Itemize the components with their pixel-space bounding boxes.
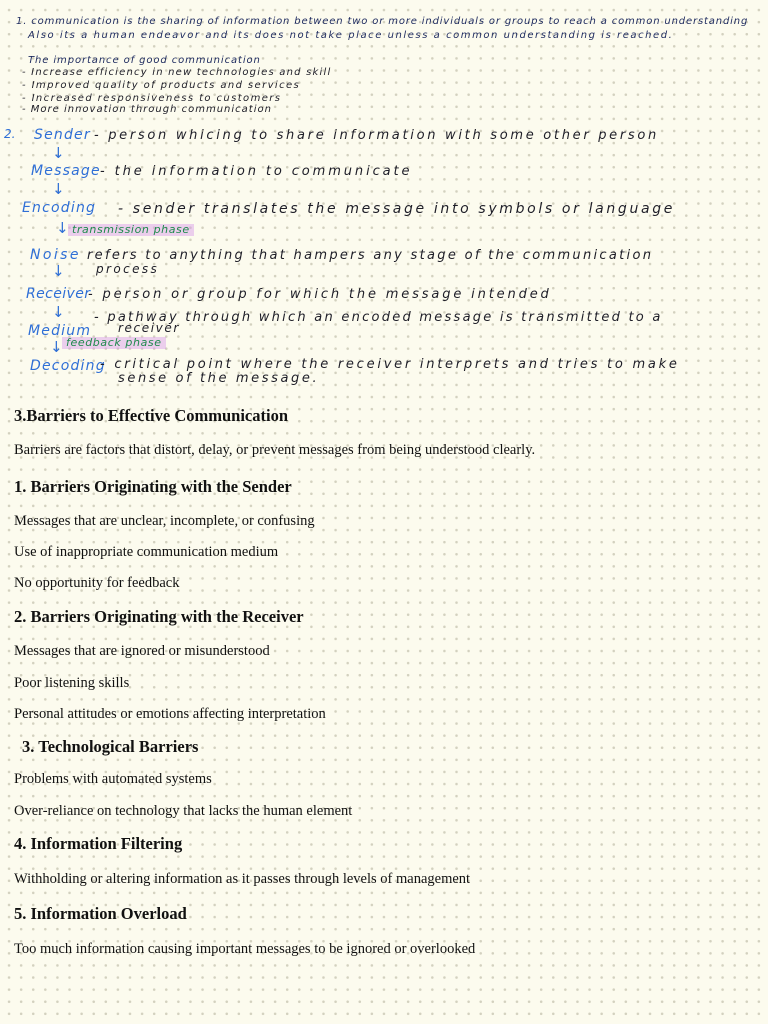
subheading-sender: 1. Barriers Originating with the Sender xyxy=(14,477,292,496)
subheading-receiver: 2. Barriers Originating with the Receiver xyxy=(14,607,304,626)
importance-item: - More innovation through communication xyxy=(22,104,272,115)
receiver-term: Receiver xyxy=(26,286,91,302)
list-item: Poor listening skills xyxy=(14,675,130,691)
definition-line-2: Also its a human endeavor and its does not take place unless a common understanding is reached. xyxy=(28,30,674,41)
down-arrow-icon: ↓ xyxy=(50,338,63,356)
list-item: Personal attitudes or emotions affecting interpretation xyxy=(14,706,326,722)
decoding-term: Decoding xyxy=(30,358,106,374)
medium-term: Medium xyxy=(28,323,92,339)
down-arrow-icon: ↓ xyxy=(56,219,69,237)
importance-item: - Improved quality of products and services xyxy=(22,80,301,91)
section-number: 2. xyxy=(4,127,16,141)
receiver-definition: - person or group for which the message intended xyxy=(88,287,552,302)
subheading-overload: 5. Information Overload xyxy=(14,904,187,923)
medium-definition: - pathway through which an encoded message is transmitted to a xyxy=(94,310,663,325)
message-definition: - the information to communicate xyxy=(100,164,413,179)
down-arrow-icon: ↓ xyxy=(52,262,65,280)
list-item: Use of inappropriate communication medium xyxy=(14,544,279,560)
list-item: Too much information causing important messages to be ignored or overlooked xyxy=(14,941,476,957)
down-arrow-icon: ↓ xyxy=(52,144,65,162)
noise-definition: refers to anything that hampers any stage of the communication xyxy=(87,248,654,263)
subheading-technological: 3. Technological Barriers xyxy=(22,737,199,756)
encoding-term: Encoding xyxy=(22,200,97,216)
noise-definition-cont: process xyxy=(96,262,160,276)
list-item: Over-reliance on technology that lacks the human element xyxy=(14,803,353,819)
list-item: Messages that are ignored or misunderstood xyxy=(14,643,270,659)
message-term: Message xyxy=(31,163,101,179)
feedback-phase-highlight: feedback phase xyxy=(62,337,166,349)
section-intro: Barriers are factors that distort, delay, or prevent messages from being understood clearly. xyxy=(14,442,536,458)
encoding-definition: - sender translates the message into symbols or language xyxy=(118,201,676,217)
importance-item: - Increase efficiency in new technologies and skill xyxy=(22,67,332,78)
subheading-filtering: 4. Information Filtering xyxy=(14,834,183,853)
sender-definition: - person whicing to share information with some other person xyxy=(94,128,659,143)
down-arrow-icon: ↓ xyxy=(52,303,65,321)
transmission-phase-highlight: transmission phase xyxy=(68,224,194,236)
down-arrow-icon: ↓ xyxy=(52,180,65,198)
medium-definition-cont: receiver xyxy=(118,321,180,335)
noise-term: Noise xyxy=(30,247,81,263)
section-title: 3.Barriers to Effective Communication xyxy=(14,406,289,425)
importance-title: The importance of good communication xyxy=(28,55,261,66)
decoding-definition: - critical point where the receiver interprets and tries to make xyxy=(100,357,680,372)
definition-line-1: 1. communication is the sharing of information between two or more individuals or groups to reach a common understanding xyxy=(16,16,749,27)
importance-item: - Increased responsiveness to customers xyxy=(22,93,282,104)
list-item: Messages that are unclear, incomplete, or confusing xyxy=(14,513,315,529)
list-item: No opportunity for feedback xyxy=(14,575,180,591)
decoding-definition-cont: sense of the message. xyxy=(118,371,320,386)
list-item: Withholding or altering information as it passes through levels of management xyxy=(14,871,471,887)
sender-term: Sender xyxy=(34,127,91,143)
list-item: Problems with automated systems xyxy=(14,771,212,787)
